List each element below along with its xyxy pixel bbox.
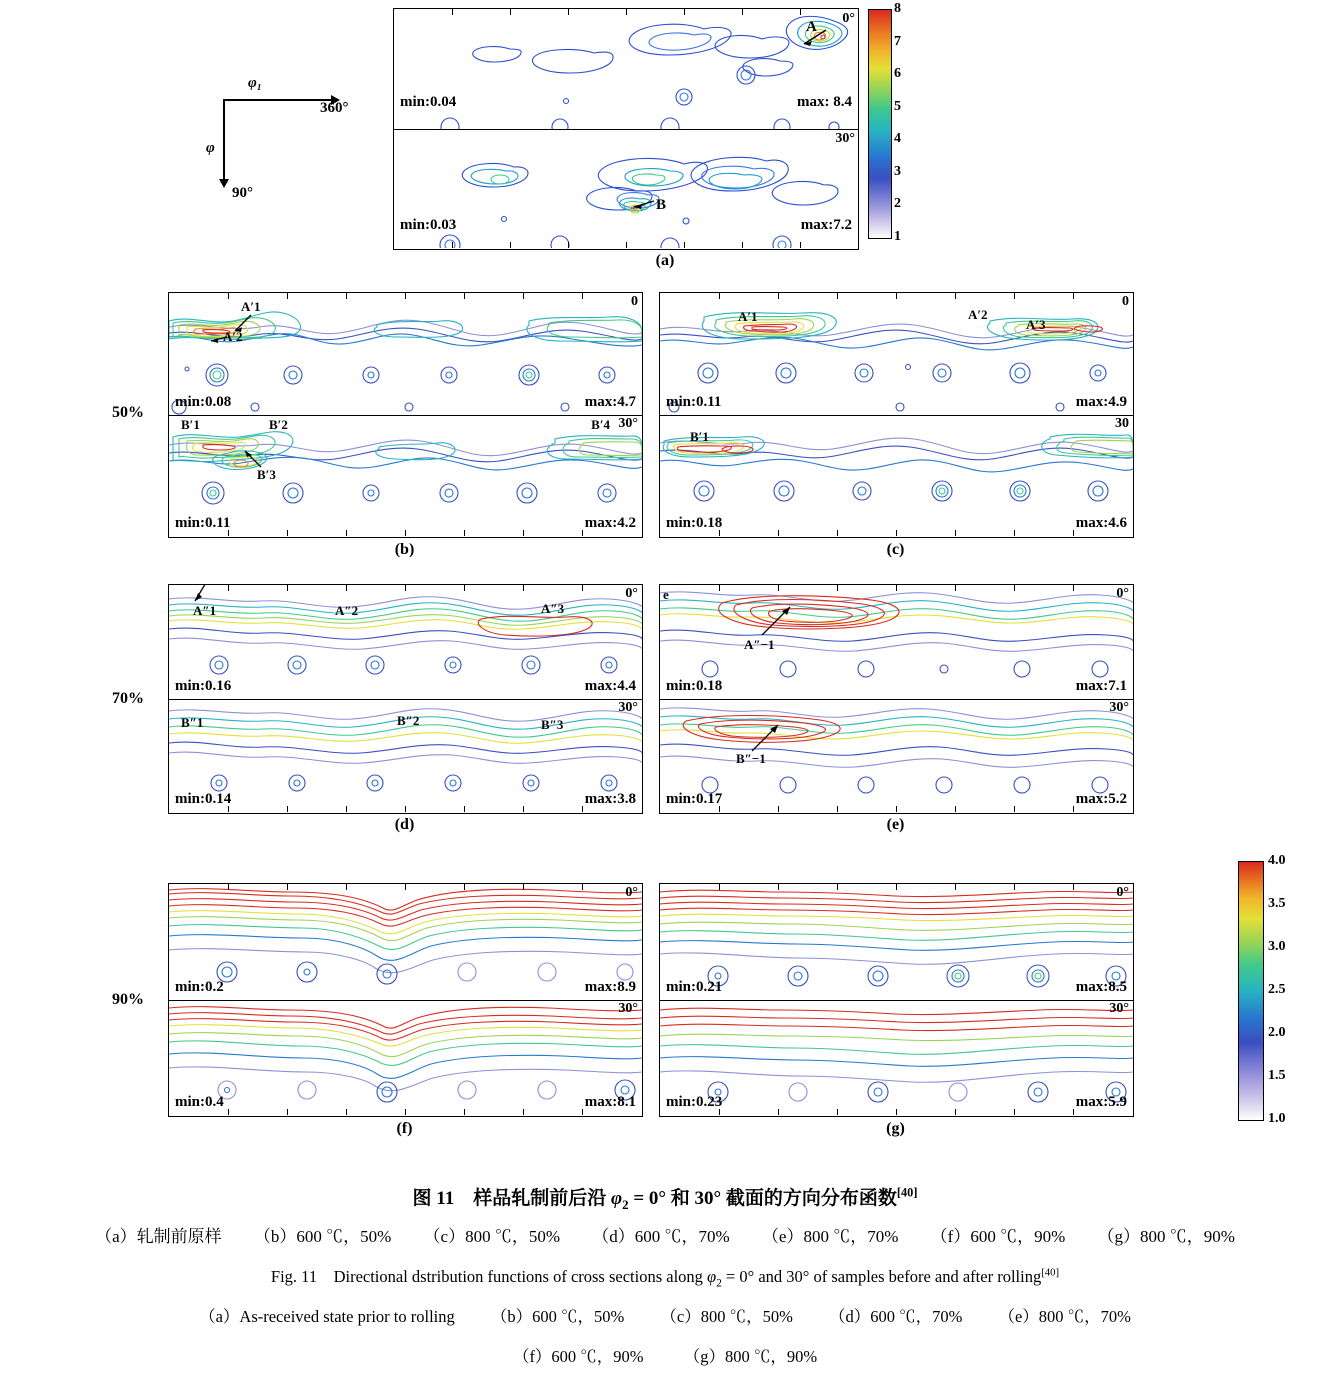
figure-title-en-pre: Fig. 11 Directional dstribution functions of cross sections along bbox=[270, 1267, 708, 1286]
caption-d: (d) bbox=[394, 816, 415, 833]
min-label: min:0.17 bbox=[666, 791, 723, 807]
max-label: max:7.1 bbox=[1075, 678, 1127, 694]
contour-plot bbox=[394, 9, 858, 129]
panel-f-section-0deg bbox=[169, 884, 642, 1001]
peak-label-B1: B′1 bbox=[181, 417, 200, 432]
section-degree-label: 30° bbox=[1109, 1001, 1129, 1016]
colorbar-tick: 2 bbox=[894, 196, 901, 212]
figure-item-e-en: （e）800 ℃，70% bbox=[998, 1307, 1131, 1326]
min-label: min:0.03 bbox=[400, 217, 457, 233]
peak-label-A2: A′2 bbox=[223, 329, 243, 344]
panel-g bbox=[659, 883, 1134, 1117]
tick-marks-bottom bbox=[394, 242, 858, 248]
min-label: min:0.4 bbox=[175, 1094, 224, 1110]
colorbar-tick: 7 bbox=[894, 33, 901, 49]
panel-f bbox=[168, 883, 643, 1117]
peak-label-A3: A′3 bbox=[1026, 317, 1046, 332]
section-degree-label: 0 bbox=[1122, 294, 1129, 309]
panel-a bbox=[393, 8, 859, 250]
caption-b: (b) bbox=[394, 541, 415, 558]
panel-d-section-30deg bbox=[169, 699, 642, 812]
figure-item-b-cn: （b）600 ℃，50% bbox=[253, 1227, 392, 1246]
contour-plot bbox=[660, 1000, 1133, 1115]
max-label: max:5.9 bbox=[1075, 1094, 1127, 1110]
peak-label-A3: A″3 bbox=[541, 601, 565, 616]
max-label: max:4.4 bbox=[584, 678, 636, 694]
phi-max-label: 90° bbox=[232, 185, 253, 201]
figure-item-d-en: （d）600 ℃，70% bbox=[828, 1307, 963, 1326]
section-degree-label: 0° bbox=[1116, 586, 1129, 601]
panel-a-section-0deg bbox=[394, 9, 858, 130]
contour-plot bbox=[169, 293, 642, 415]
peak-arrow-A1 bbox=[189, 585, 213, 605]
min-label: min:0.08 bbox=[175, 394, 232, 410]
max-label: max:7.2 bbox=[800, 217, 852, 233]
panel-d bbox=[168, 584, 643, 814]
section-degree-label: 0 bbox=[631, 294, 638, 309]
max-label: max:8.9 bbox=[584, 979, 636, 995]
max-label: max:4.6 bbox=[1075, 515, 1127, 531]
colorbar-top-ticks bbox=[894, 2, 901, 263]
figure-item-b-en: （b）600 ℃，50% bbox=[490, 1307, 625, 1326]
figure-title-en bbox=[0, 1263, 1330, 1289]
section-degree-label: 0° bbox=[842, 11, 855, 26]
tick-marks-bottom bbox=[660, 806, 1133, 812]
colorbar-tick: 8 bbox=[894, 1, 901, 16]
peak-label-A1: A′1 bbox=[241, 299, 261, 314]
figure-item-a-cn: （a）轧制前原样 bbox=[95, 1227, 222, 1246]
phi1-axis-line bbox=[223, 99, 333, 101]
figure-item-d-cn: （d）600 ℃，70% bbox=[592, 1227, 730, 1246]
contour-plot bbox=[660, 884, 1133, 1000]
min-label: min:0.18 bbox=[666, 678, 723, 694]
caption-g: (g) bbox=[886, 1120, 905, 1137]
figure-title-cn-pre: 图 11 样品轧制前后沿 bbox=[412, 1188, 611, 1209]
peak-arrow-A-1 bbox=[756, 603, 796, 639]
figure-item-f-cn: （f）600 ℃，90% bbox=[930, 1227, 1066, 1246]
panel-c-section-0deg bbox=[660, 293, 1133, 416]
tick-marks-top bbox=[169, 585, 642, 591]
max-label: max:4.9 bbox=[1075, 394, 1127, 410]
min-label: min:0.11 bbox=[666, 394, 722, 410]
peak-label-B1: B′1 bbox=[690, 429, 709, 444]
colorbar-tick: 4.0 bbox=[1268, 853, 1286, 868]
peak-arrow-B-1 bbox=[746, 721, 784, 755]
caption-e: (e) bbox=[886, 816, 905, 833]
peak-label-B3: B′3 bbox=[257, 467, 276, 482]
section-degree-label: 0° bbox=[1116, 885, 1129, 900]
panel-f-section-30deg bbox=[169, 1000, 642, 1115]
colorbar-tick: 2.5 bbox=[1268, 982, 1286, 997]
colorbar-tick: 3 bbox=[894, 163, 901, 179]
panel-e-section-0deg bbox=[660, 585, 1133, 700]
tick-marks-bottom bbox=[169, 1109, 642, 1115]
colorbar-tick: 3.5 bbox=[1268, 896, 1286, 911]
colorbar-tick: 2.0 bbox=[1268, 1025, 1286, 1040]
panel-b bbox=[168, 292, 643, 538]
colorbar-bottom-ticks bbox=[1268, 854, 1286, 1155]
peak-label-B3: B″3 bbox=[541, 717, 564, 732]
figure-item-e-cn: （e）800 ℃，70% bbox=[761, 1227, 899, 1246]
contour-plot bbox=[660, 415, 1133, 536]
section-degree-label: 30° bbox=[618, 700, 638, 715]
peak-label-A2: A″2 bbox=[335, 603, 359, 618]
figure-title-cn-ref: [40] bbox=[896, 1185, 918, 1200]
tick-marks-bottom bbox=[660, 530, 1133, 536]
colorbar-tick: 1 bbox=[894, 228, 901, 244]
contour-plot bbox=[660, 585, 1133, 699]
tick-marks-top bbox=[660, 293, 1133, 299]
peak-arrow-B3 bbox=[235, 445, 269, 471]
tick-marks-bottom bbox=[169, 806, 642, 812]
figure-items-en-line1 bbox=[0, 1303, 1330, 1327]
tick-marks-bottom bbox=[660, 1109, 1133, 1115]
peak-label-A: A bbox=[806, 19, 817, 35]
max-label: max: 8.4 bbox=[797, 94, 852, 110]
contour-plot bbox=[169, 1000, 642, 1115]
tick-marks-top bbox=[169, 293, 642, 299]
row-label-70: 70% bbox=[112, 690, 144, 707]
panel-b-section-0deg bbox=[169, 293, 642, 416]
max-label: max:5.2 bbox=[1075, 791, 1127, 807]
tick-marks-bottom bbox=[169, 530, 642, 536]
peak-label-B-1: B″−1 bbox=[736, 751, 766, 766]
colorbar-tick: 6 bbox=[894, 66, 901, 82]
row-label-90: 90% bbox=[112, 991, 144, 1008]
figure-title-cn-post: = 0° 和 30° 截面的方向分布函数 bbox=[628, 1188, 897, 1209]
figure-item-g-cn: （g）800 ℃，90% bbox=[1097, 1227, 1235, 1246]
figure-items-cn bbox=[0, 1222, 1330, 1247]
tick-marks-top bbox=[169, 884, 642, 890]
phi-label: φ bbox=[206, 140, 215, 156]
tick-marks-top bbox=[394, 9, 858, 15]
caption-f: (f) bbox=[396, 1120, 413, 1137]
min-label: min:0.21 bbox=[666, 979, 723, 995]
min-label: min:0.23 bbox=[666, 1094, 723, 1110]
phi1-max-label: 360° bbox=[320, 100, 349, 116]
max-label: max:3.8 bbox=[584, 791, 636, 807]
tick-marks-top bbox=[660, 884, 1133, 890]
colorbar-tick: 4 bbox=[894, 131, 901, 147]
panel-g-section-0deg bbox=[660, 884, 1133, 1001]
min-label: min:0.04 bbox=[400, 94, 457, 110]
figure-items-en-line2 bbox=[0, 1343, 1330, 1367]
min-label: min:0.11 bbox=[175, 515, 231, 531]
section-degree-label: 30° bbox=[618, 1001, 638, 1016]
peak-arrow-A2 bbox=[205, 333, 231, 347]
peak-label-A-1: A″−1 bbox=[744, 637, 775, 652]
contour-plot bbox=[660, 699, 1133, 812]
max-label: max:8.1 bbox=[584, 1094, 636, 1110]
phi-axis-line bbox=[223, 99, 225, 181]
section-degree-label: 0° bbox=[625, 586, 638, 601]
caption-c: (c) bbox=[886, 541, 905, 558]
peak-label-B1: B″1 bbox=[181, 715, 204, 730]
contour-plot bbox=[169, 884, 642, 1000]
tick-marks-top bbox=[660, 585, 1133, 591]
phi-subscript: 2 bbox=[716, 1277, 722, 1290]
peak-label-B2: B′2 bbox=[269, 417, 288, 432]
colorbar-bottom bbox=[1238, 861, 1264, 1121]
figure-title-en-post: = 0° and 30° of samples before and after rolling bbox=[721, 1267, 1042, 1286]
figure-title-cn bbox=[0, 1183, 1330, 1213]
section-degree-label: 30° bbox=[618, 416, 638, 431]
peak-label-B4: B′4 bbox=[591, 417, 610, 432]
panel-d-section-0deg bbox=[169, 585, 642, 700]
colorbar-tick: 1.0 bbox=[1268, 1111, 1286, 1126]
section-degree-label: 30° bbox=[1109, 700, 1129, 715]
peak-arrow-B bbox=[622, 195, 662, 215]
colorbar-tick: 5 bbox=[894, 98, 901, 114]
figure-title-en-ref: [40] bbox=[1041, 1266, 1060, 1279]
peak-arrow-A bbox=[792, 27, 832, 51]
figure-item-a-en: （a）As-received state prior to rolling bbox=[199, 1307, 455, 1326]
panel-e-marker: e bbox=[663, 587, 669, 602]
max-label: max:8.5 bbox=[1075, 979, 1127, 995]
contour-plot bbox=[660, 293, 1133, 415]
section-degree-label: 30 bbox=[1115, 416, 1129, 431]
figure-item-c-en: （c）800 ℃，50% bbox=[660, 1307, 793, 1326]
figure-item-g-en: （g）800 ℃，90% bbox=[683, 1347, 818, 1366]
panel-g-section-30deg bbox=[660, 1000, 1133, 1115]
panel-a-section-30deg bbox=[394, 129, 858, 248]
figure-item-f-en: （f）600 ℃，90% bbox=[512, 1347, 644, 1366]
phi-subscript: 2 bbox=[622, 1196, 629, 1212]
colorbar-top bbox=[868, 9, 892, 239]
min-label: min:0.14 bbox=[175, 791, 232, 807]
row-label-50: 50% bbox=[112, 404, 144, 421]
min-label: min:0.18 bbox=[666, 515, 723, 531]
panel-c-section-30deg bbox=[660, 415, 1133, 536]
min-label: min:0.16 bbox=[175, 678, 232, 694]
contour-plot bbox=[169, 415, 642, 536]
max-label: max:4.2 bbox=[584, 515, 636, 531]
peak-label-A2: A′2 bbox=[968, 307, 988, 322]
panel-e-section-30deg bbox=[660, 699, 1133, 812]
contour-plot bbox=[394, 129, 858, 248]
peak-label-A1: A″1 bbox=[193, 603, 217, 618]
phi-symbol: φ bbox=[611, 1188, 623, 1209]
colorbar-tick: 1.5 bbox=[1268, 1068, 1286, 1083]
panel-e bbox=[659, 584, 1134, 814]
section-degree-label: 30° bbox=[835, 131, 855, 146]
contour-plot bbox=[169, 585, 642, 699]
peak-label-B2: B″2 bbox=[397, 713, 420, 728]
panel-c bbox=[659, 292, 1134, 538]
min-label: min:0.2 bbox=[175, 979, 224, 995]
figure-item-c-cn: （c）800 ℃，50% bbox=[423, 1227, 561, 1246]
peak-label-B: B bbox=[656, 197, 667, 213]
caption-a: (a) bbox=[655, 252, 675, 269]
colorbar-tick: 3.0 bbox=[1268, 939, 1286, 954]
phi1-label: φ₁ bbox=[248, 75, 263, 91]
phi-arrow-head bbox=[219, 179, 229, 188]
max-label: max:4.7 bbox=[584, 394, 636, 410]
peak-label-A1: A′1 bbox=[738, 309, 758, 324]
panel-b-section-30deg bbox=[169, 415, 642, 536]
section-degree-label: 0° bbox=[625, 885, 638, 900]
phi-symbol: φ bbox=[707, 1267, 717, 1286]
